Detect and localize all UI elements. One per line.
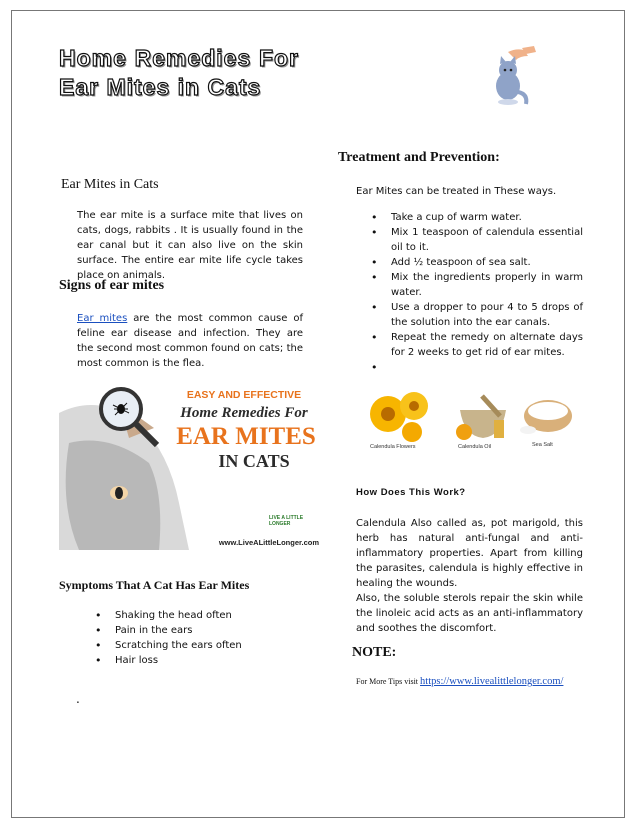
treatment-heading: Treatment and Prevention: [338, 150, 500, 165]
sea-salt-icon [520, 400, 572, 434]
tips-link[interactable]: https://www.livealittlelonger.com/ [420, 676, 564, 687]
signs-text: are the most common cause of feline ear disease and infection. They are the second most common found on cats; the most common is the flea. [77, 313, 303, 369]
banner-line1: EASY AND EFFECTIVE [186, 389, 302, 401]
banner-line3: EAR MITES [176, 423, 316, 450]
step-item: • Add ½ teaspoon of sea salt. [391, 255, 583, 270]
label-sea-salt: Sea Salt [532, 442, 553, 448]
how-paragraph-1: Calendula Also called as, pot marigold, this herb has natural anti-fungal and anti-inflammatory properties. Apart from killing the parasites, calendula is highly effective in healing the wounds. [356, 518, 583, 589]
step-item: • Repeat the remedy on alternate days for 2 weeks to get rid of ear mites. [391, 330, 583, 360]
calendula-flower-icon [370, 392, 428, 442]
symptoms-list [115, 608, 305, 668]
ingredients-image [364, 386, 582, 456]
trailing-dot: . [76, 692, 80, 706]
step-item: • Take a cup of warm water. [391, 210, 583, 225]
symptom-item: • Pain in the ears [115, 623, 305, 638]
banner-line2: Home Remedies For [180, 405, 308, 421]
ear-mites-heading: Ear Mites in Cats [61, 177, 159, 192]
step-item: • Mix 1 teaspoon of calendula essential oil to it. [391, 225, 583, 255]
cat-hand-icon [478, 42, 542, 110]
signs-heading: Signs of ear mites [59, 278, 165, 293]
ear-mites-link[interactable]: Ear mites [77, 313, 128, 324]
mortar-icon [456, 396, 506, 440]
tips-prefix: For More Tips visit [356, 677, 421, 686]
label-calendula-oil: Calendula Oil [458, 444, 492, 450]
symptom-item: • Scratching the ears often [115, 638, 305, 653]
symptom-item: • Hair loss [115, 653, 305, 668]
banner-line4: IN CATS [218, 451, 290, 471]
banner-url: www.LiveALittleLonger.com [218, 538, 319, 547]
cat-cartoon-image [478, 42, 542, 110]
step-item: • Use a dropper to pour 4 to 5 drops of the solution into the ear canals. [391, 300, 583, 330]
symptom-item: • Shaking the head often [115, 608, 305, 623]
signs-paragraph [77, 311, 303, 371]
label-calendula-flowers: Calendula Flowers [370, 444, 416, 450]
tips-line [356, 676, 596, 687]
how-heading: How Does This Work? [356, 487, 466, 498]
ear-mites-paragraph: The ear mite is a surface mite that lives on cats, dogs, rabbits . It is usually found in the ear canal but it can also live on the skin surface. The entire ear mite life cycle takes place on animals. [77, 210, 303, 281]
treatment-steps [391, 210, 583, 375]
ear-mites-banner-image [59, 383, 321, 550]
step-item: • Mix the ingredients properly in warm water. [391, 270, 583, 300]
note-heading: NOTE: [352, 645, 397, 660]
page-title: Home Remedies For Ear Mites in Cats [59, 45, 299, 100]
how-paragraph-2: Also, the soluble sterols repair the skin while the linoleic acid acts as an anti-inflammatory and soothes the discomfort. [356, 593, 583, 634]
step-item [391, 360, 583, 375]
banner-logo: LIVE A LITTLE LONGER [269, 515, 304, 527]
treatment-intro: Ear Mites can be treated in These ways. [356, 186, 557, 197]
symptoms-heading: Symptoms That A Cat Has Ear Mites [59, 578, 250, 592]
